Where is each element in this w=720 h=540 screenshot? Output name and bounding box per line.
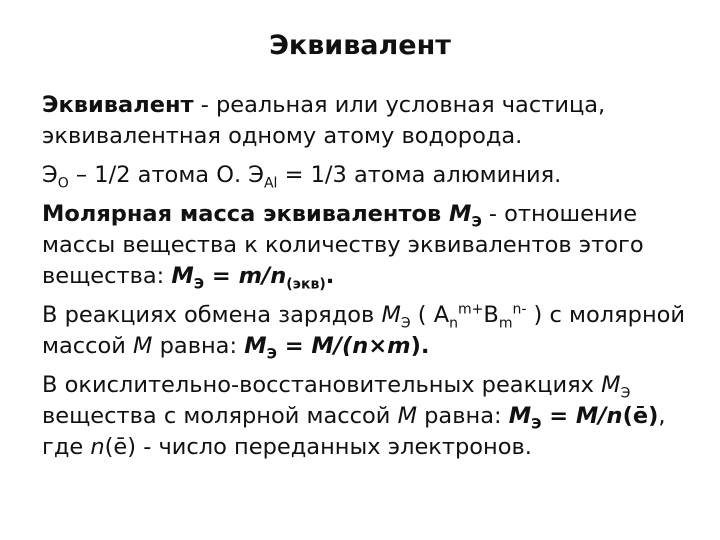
redox-reactions-paragraph — [42, 370, 702, 463]
exchange-formula-eq: = M/( — [276, 333, 353, 359]
compound-b-superscript: n- — [512, 301, 527, 318]
redox-formula-e: (ē) — [622, 403, 659, 429]
redox-formula-m: M — [508, 403, 532, 429]
definition-paragraph — [42, 90, 702, 152]
formula-end: . — [325, 263, 335, 289]
molar-mass-paragraph — [42, 199, 702, 292]
slide-title: Эквивалент — [269, 30, 451, 61]
formula-m: M — [171, 263, 194, 289]
redox-text-5: - число переданных электронов. — [136, 434, 532, 460]
formula-rest: = m/n — [204, 263, 287, 289]
aluminum-subscript: Al — [263, 175, 278, 192]
exchange-formula-subscript: Э — [266, 346, 277, 363]
exchange-symbol: M — [381, 302, 401, 328]
exchange-text-1: В реакциях обмена зарядов — [42, 302, 382, 328]
examples-paragraph — [42, 160, 702, 191]
oxygen-subscript: O — [57, 175, 69, 192]
equivalent-oxygen-text: – 1/2 атома О. — [68, 162, 249, 188]
compound-b: B — [483, 302, 499, 328]
exchange-reactions-paragraph — [42, 300, 702, 362]
redox-n: n — [90, 434, 105, 460]
definition-text: - реальная или условная частица, эквивалентная одному атому водорода. — [42, 92, 606, 149]
redox-symbol: M — [601, 372, 621, 398]
compound-a-subscript: n — [449, 315, 459, 332]
redox-formula-eq: = M/ — [541, 403, 607, 429]
compound-a-superscript: m+ — [458, 301, 484, 318]
exchange-text-2: ) с молярной массой — [42, 302, 686, 359]
redox-text-2: вещества с молярной массой — [42, 403, 398, 429]
redox-text-3: равна: — [417, 403, 509, 429]
redox-symbol-subscript: Э — [620, 385, 631, 402]
formula-subscript-ekv: (экв) — [286, 276, 326, 293]
exchange-formula-end: ). — [410, 333, 430, 359]
formula-m-subscript: Э — [193, 276, 205, 293]
slide-content — [42, 90, 702, 471]
exchange-formula-n: n — [352, 333, 369, 359]
redox-e: (ē) — [104, 434, 137, 460]
exchange-symbol-subscript: Э — [400, 315, 411, 332]
molar-mass-symbol-subscript: Э — [471, 214, 482, 231]
equivalent-aluminum-text: = 1/3 атома алюминия. — [277, 162, 562, 188]
molar-mass-definition-text: - отношение массы вещества к количеству эквивалентов этого вещества: — [42, 201, 644, 289]
compound-a: ( A — [410, 302, 450, 328]
redox-molar-mass-m: M — [397, 403, 417, 429]
exchange-formula-times: × — [368, 333, 388, 359]
equivalent-oxygen-symbol: Э — [42, 162, 58, 188]
molar-mass-m: M — [133, 333, 153, 359]
equivalent-aluminum-symbol: Э — [248, 162, 264, 188]
exchange-formula-m: M — [244, 333, 267, 359]
redox-formula-subscript: Э — [531, 416, 542, 433]
redox-formula-n: n — [606, 403, 623, 429]
compound-b-subscript: m — [498, 315, 513, 332]
redox-text-1: В окислительно-восстановительных реакциях — [42, 372, 602, 398]
term-molar-mass: Молярная масса эквивалентов — [42, 201, 450, 227]
exchange-formula-m2: m — [387, 333, 411, 359]
exchange-text-3: равна: — [152, 333, 245, 359]
term-equivalent: Эквивалент — [42, 92, 194, 118]
molar-mass-symbol: M — [449, 201, 472, 227]
redox-text-4: , где — [42, 403, 666, 460]
